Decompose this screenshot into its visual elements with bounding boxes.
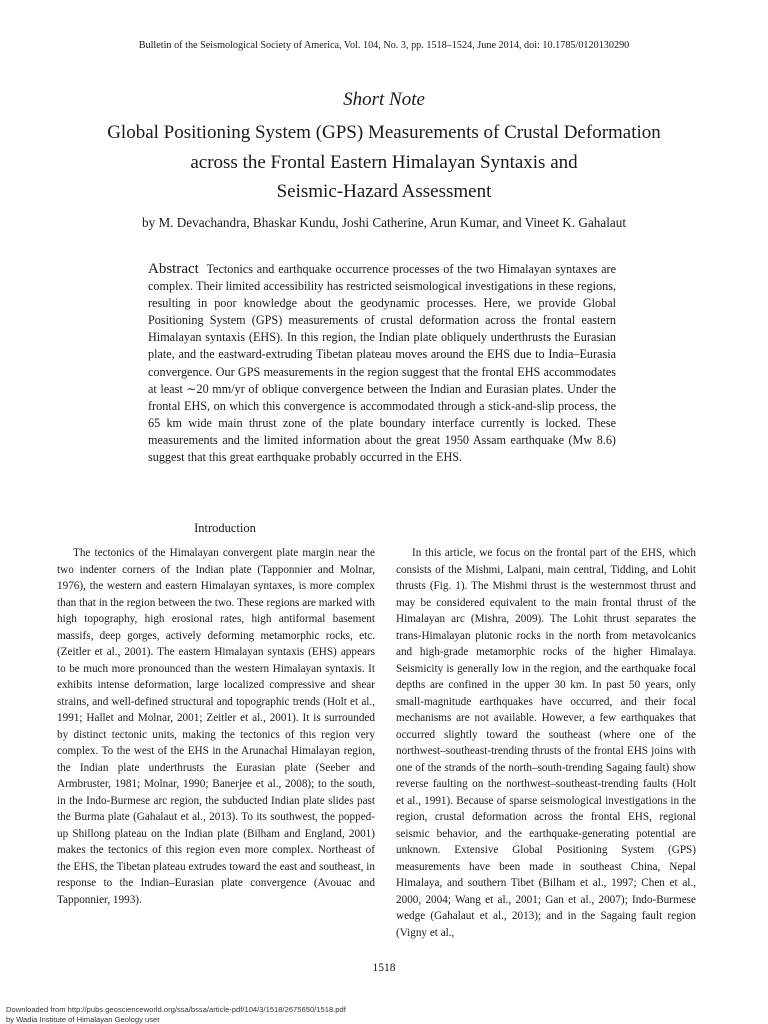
title-line: Seismic-Hazard Assessment: [276, 181, 492, 202]
download-user-notice: by Wadia Institute of Himalayan Geology user: [6, 1015, 160, 1024]
left-column: [57, 545, 375, 908]
section-label: Short Note: [343, 89, 425, 110]
intro-paragraph-left: The tectonics of the Himalayan convergent plate margin near the two indenter corners of the Indian plate (Tapponnier and Molnar, 1976), the western and eastern Himalayan syntaxes, is more complex than that in the region between the two. These regions are marked with high topography, high erosional rates, high antiformal basement massifs, deep gorges, actively deforming metamorphic rocks, etc. (Zeitler et al., 2001). The eastern Himalayan syntaxis (EHS) appears to be much more pronounced than the western Himalayan syntaxis. It exhibits intense deformation, large localized compressive and shear strains, and well-defined structural and topographic trends (Holt et al., 1991; Hallet and Molnar, 2001; Zeitler et al., 2001). It is surrounded by distinct tectonic units, making the tectonics of this region very complex. To the west of the EHS in the Arunachal Himalayan region, the Indian plate underthrusts the Eurasian plate (Seeber and Armbruster, 1981; Molnar, 1990; Banerjee et al., 2008); to the south, in the Indo-Burmese arc region, the subducted Indian plate slides past the Burma plate (Gahalaut et al., 2013). To its southwest, the popped-up Shillong plateau on the Indian plate (Bilham and England, 2001) makes the tectonics of this region even more complex. Northeast of the EHS, the Tibetan plateau extrudes toward the east and southeast, in response to the Indian–Eurasian plate convergence (Avouac and Tapponnier, 1993).: [57, 547, 375, 906]
right-column: [396, 545, 696, 941]
article-title: [60, 118, 708, 207]
abstract: [148, 261, 616, 466]
title-line: Global Positioning System (GPS) Measurements of Crustal Deformation: [107, 122, 661, 143]
abstract-text: Tectonics and earthquake occurrence processes of the two Himalayan syntaxes are complex. Their limited accessibility has restricted seismological investigations in these regions, resulting in poor knowledge about the geodynamic processes. Here, we provide Global Positioning System (GPS) measurements of crustal deformation across the frontal eastern Himalayan syntaxis (EHS). In this region, the Indian plate obliquely underthrusts the Eurasian plate, and the eastward-extruding Tibetan plateau moves around the EHS due to India–Eurasia convergence. Our GPS measurements in the region suggest that the frontal EHS accommodates at least ∼20 mm/yr of oblique convergence between the Indian and Eurasian plates. Under the frontal EHS, on which this convergence is accommodated through a stick-and-slip process, the 65 km wide main thrust zone of the plate boundary interface currently is locked. These measurements and the limited information about the great 1950 Assam earthquake (Mw 8.6) suggest that this great earthquake probably occurred in the EHS.: [148, 262, 617, 465]
page-number: 1518: [372, 962, 396, 974]
title-line: across the Frontal Eastern Himalayan Syntaxis and: [190, 151, 578, 173]
abstract-heading: Abstract: [148, 261, 199, 277]
intro-paragraph-right: In this article, we focus on the frontal part of the EHS, which consists of the Mishmi, Lalpani, main central, Tidding, and Lohit thrusts (Fig. 1). The Mishmi thrust is the westernmost thrust and may be considered equivalent to the main frontal thrust of the Himalayan arc (Mishra, 2009). The Lohit thrust separates the trans-Himalayan plutonic rocks in the north from metavolcanics and high-grade metamorphic rocks of the higher Himalaya. Seismicity is generally low in the region, and the earthquake focal depths are confined in the upper 30 km. In past 50 years, only small-magnitude earthquakes have occurred, and their focal mechanisms are not available. However, a few earthquakes that occurred slightly toward the southeast (where one of the northwest–southeast-trending thrusts of the frontal EHS joins with one of the strands of the north–south-trending Sagaing fault) show reverse faulting on the northwest–southeast-trending faults (Holt et al., 1991). Because of sparse seismological investigations in the region, crustal deformation across the frontal EHS, regional seismic behavior, and the earthquake-generating potential are unknown. Extensive Global Positioning System (GPS) measurements have been made in southeast China, Nepal Himalaya, and southern Tibet (Bilham et al., 1997; Chen et al., 2000, 2004; Wang et al., 2001; Gan et al., 2007); Indo-Burmese wedge (Gahalaut et al., 2013); and in the Sagaing fault region (Vigny et al.,: [396, 547, 696, 939]
author-list: by M. Devachandra, Bhaskar Kundu, Joshi Catherine, Arun Kumar, and Vineet K. Gahalaut: [141, 215, 627, 230]
introduction-heading: Introduction: [194, 521, 256, 535]
download-notice[interactable]: Downloaded from http://pubs.geoscienceworld.org/ssa/bssa/article-pdf/104/3/1518/2675650/1518.pdf: [6, 1005, 346, 1014]
journal-citation: Bulletin of the Seismological Society of America, Vol. 104, No. 3, pp. 1518–1524, June 2014, doi: 10.1785/0120130290: [138, 40, 630, 51]
